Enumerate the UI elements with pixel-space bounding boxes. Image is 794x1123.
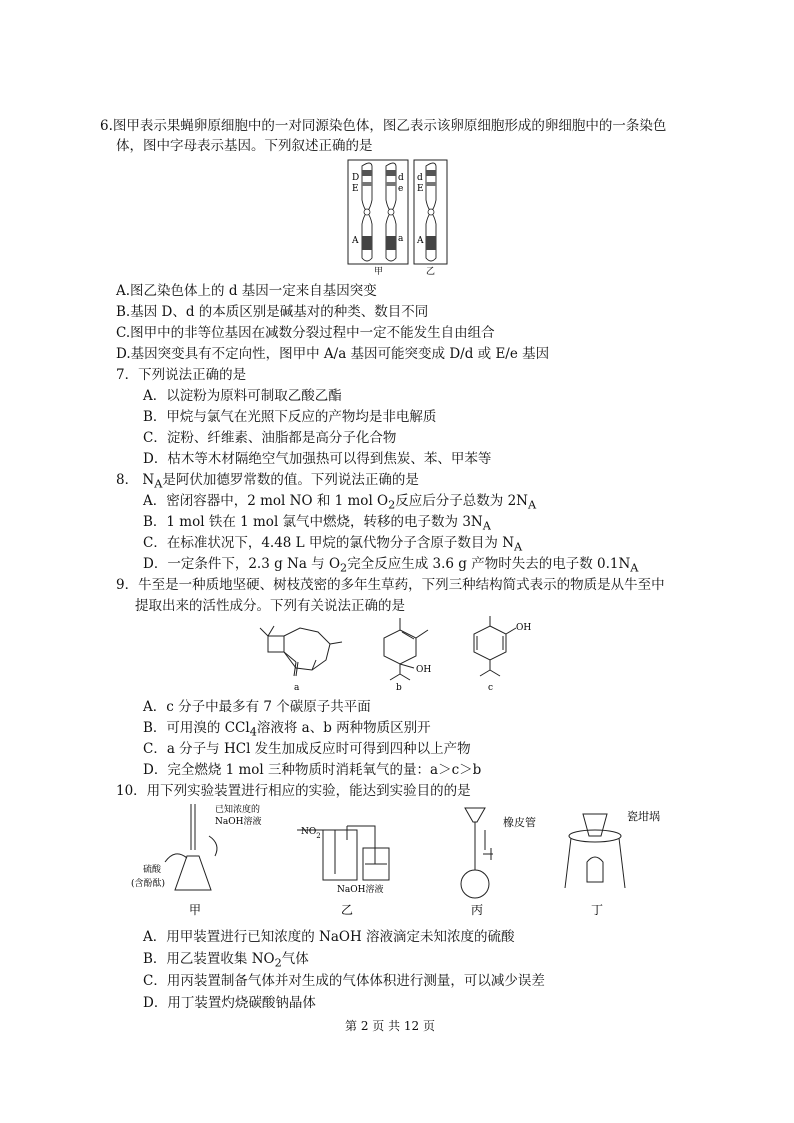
q9-stem-line1: 9．牛至是一种质地坚硬、树枝茂密的多年生草药，下列三种结构简式表示的物质是从牛至中 <box>116 577 665 593</box>
gene-e-label: e <box>398 184 404 194</box>
apparatus-jia <box>165 804 217 890</box>
apparatus-figure <box>125 800 685 920</box>
fig-yi-label: 乙 <box>426 267 436 277</box>
q10-option-d: D．用丁装置灼烧碳酸钠晶体 <box>143 995 316 1011</box>
q10-option-a: A．用甲装置进行已知浓度的 NaOH 溶液滴定未知浓度的硫酸 <box>143 929 515 945</box>
gene-E-label: E <box>352 184 359 194</box>
label-naoh-known: 已知浓度的 <box>215 805 261 815</box>
gene-d-label: d <box>398 173 404 183</box>
chromosome-figure <box>340 158 455 278</box>
label-no2: $NO_2$ <box>301 827 321 840</box>
q7-option-a: A．以淀粉为原料可制取乙酸乙酯 <box>143 388 342 404</box>
q10-option-b: B．用乙装置收集 $NO_2$气体 <box>143 951 309 970</box>
q6-option-d: D.基因突变具有不定向性，图甲中 A/a 基因可能突变成 D/d 或 E/e 基因 <box>116 346 550 362</box>
gene-yi-d-label: d <box>417 173 423 183</box>
q7-option-b: B．甲烷与氯气在光照下反应的产物均是非电解质 <box>143 409 437 425</box>
chromosome-yi <box>426 163 436 261</box>
q9-option-c: C．a 分子与 HCl 发生加成反应时可得到四种以上产物 <box>143 741 471 757</box>
structure-a <box>260 626 342 676</box>
structure-b-oh: OH <box>416 665 432 675</box>
q8-option-d: D．一定条件下，2.3 g Na 与 $O_2$完全反应生成 3.6 g 产物时失去的电子数 $0.1N_A$ <box>143 556 639 575</box>
label-naoh-known-2: NaOH溶液 <box>215 817 262 827</box>
fig-jia-label: 甲 <box>374 267 384 277</box>
q10-option-c: C．用丙装置制备气体并对生成的气体体积进行测量，可以减少误差 <box>143 973 545 989</box>
gene-yi-E-label: E <box>417 184 424 194</box>
structure-c-label: c <box>488 683 494 693</box>
label-yi: 乙 <box>341 903 354 917</box>
q6-stem-line2: 体，图中字母表示基因。下列叙述正确的是 <box>116 138 373 154</box>
q9-option-a: A．c 分子中最多有 7 个碳原子共平面 <box>143 699 371 715</box>
structure-c <box>474 616 516 676</box>
chromosome-jia-left <box>362 163 372 261</box>
structure-b-label: b <box>396 683 402 693</box>
structure-c-oh: OH <box>516 623 532 633</box>
label-jia: 甲 <box>189 903 202 917</box>
q6-option-a: A.图乙染色体上的 d 基因一定来自基因突变 <box>116 283 377 299</box>
label-acid-phenol: (含酚酞) <box>131 879 166 889</box>
q6-stem-line1: 6.图甲表示果蝇卵原细胞中的一对同源染色体，图乙表示该卵原细胞形成的卵细胞中的一条染色 <box>100 118 667 134</box>
gene-D-label: D <box>352 173 360 183</box>
label-crucible: 瓷坩埚 <box>627 810 660 823</box>
q8-option-a: A．密闭容器中，2 mol NO 和 1 mol $O_2$反应后分子总数为 $2N_A$ <box>143 493 537 512</box>
q7-option-d: D．枯木等木材隔绝空气加强热可以得到焦炭、苯、甲苯等 <box>143 451 492 467</box>
gene-A-label: A <box>352 236 359 246</box>
label-rubber-tube: 橡皮管 <box>503 816 536 829</box>
q7-option-c: C．淀粉、纤维素、油脂都是高分子化合物 <box>143 430 397 446</box>
q8-option-c: C．在标准状况下，4.48 L 甲烷的氯代物分子含原子数目为 $N_A$ <box>143 535 523 554</box>
structures-figure <box>250 616 570 696</box>
q7-stem: 7．下列说法正确的是 <box>116 367 247 383</box>
q9-option-b: B．可用溴的 CCl$_4$溶液将 a、b 两种物质区别开 <box>143 720 431 739</box>
chromosome-jia-right <box>386 163 396 261</box>
label-acid: 硫酸 <box>143 865 162 875</box>
q6-option-b: B.基因 D、d 的本质区别是碱基对的种类、数目不同 <box>116 304 429 320</box>
gene-yi-A-label: A <box>417 236 424 246</box>
gene-a-label: a <box>398 234 404 244</box>
page-footer: 第 2 页 共 12 页 <box>345 1019 435 1033</box>
q9-option-d: D．完全燃烧 1 mol 三种物质时消耗氧气的量：a＞c＞b <box>143 762 482 778</box>
q6-option-c: C.图甲中的非等位基因在减数分裂过程中一定不能发生自由组合 <box>116 325 495 341</box>
q8-option-b: B．1 mol 铁在 1 mol 氯气中燃烧，转移的电子数为 $3N_A$ <box>143 514 491 533</box>
label-bing: 丙 <box>471 903 484 917</box>
structure-a-label: a <box>294 683 300 693</box>
label-naoh-solution: NaOH溶液 <box>337 885 384 895</box>
q9-stem-line2: 提取出来的活性成分。下列有关说法正确的是 <box>135 598 405 614</box>
apparatus-bing <box>461 808 493 898</box>
label-ding: 丁 <box>591 903 604 917</box>
apparatus-ding <box>565 814 625 888</box>
q8-stem: 8． $N_A$是阿伏加德罗常数的值。下列说法正确的是 <box>116 472 419 491</box>
q10-stem: 10．用下列实验装置进行相应的实验，能达到实验目的的是 <box>116 783 471 799</box>
